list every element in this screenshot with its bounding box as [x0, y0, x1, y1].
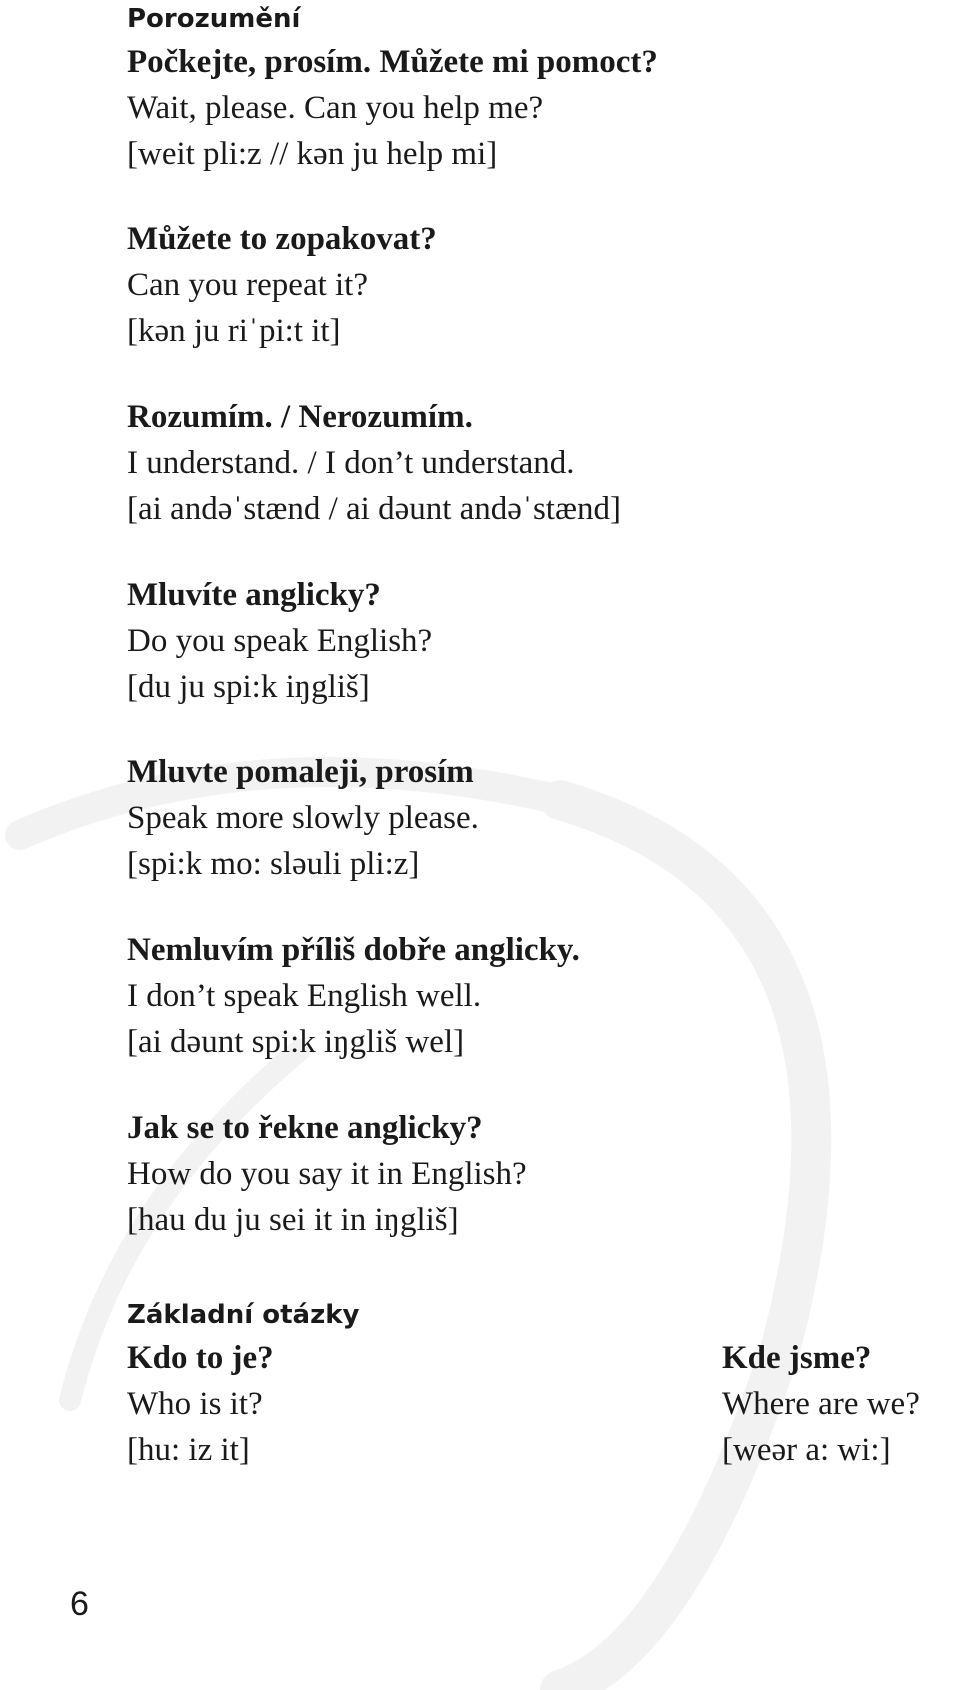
- pronunciation: [hu: iz it]: [127, 1432, 250, 1468]
- section-heading-basic-questions: Základní otázky: [127, 1300, 360, 1330]
- phrase-block: [127, 572, 432, 710]
- english-translation: Wait, please. Can you help me?: [127, 90, 544, 126]
- english-translation: Who is it?: [127, 1386, 263, 1422]
- english-translation: I understand. / I don’t understand.: [127, 445, 575, 481]
- pronunciation: [du ju spi:k iŋgliš]: [127, 669, 370, 705]
- czech-phrase: Počkejte, prosím. Můžete mi pomoct?: [127, 44, 658, 80]
- phrase-block: [127, 749, 479, 887]
- pronunciation: [weər a: wi:]: [722, 1432, 891, 1468]
- czech-phrase: Mluvte pomaleji, prosím: [127, 754, 474, 790]
- phrase-block: [127, 394, 621, 532]
- czech-phrase: Rozumím. / Nerozumím.: [127, 399, 473, 435]
- czech-phrase: Kdo to je?: [127, 1340, 274, 1376]
- pronunciation: [weit pli:z // kən ju help mi]: [127, 136, 498, 172]
- phrase-block: [127, 927, 580, 1065]
- question-block: [127, 1335, 274, 1473]
- english-translation: I don’t speak English well.: [127, 978, 482, 1014]
- czech-phrase: Jak se to řekne anglicky?: [127, 1110, 483, 1146]
- czech-phrase: Můžete to zopakovat?: [127, 221, 437, 257]
- phrase-block: [127, 216, 437, 354]
- phrase-block: [127, 1105, 527, 1243]
- pronunciation: [spi:k mo: sləuli pli:z]: [127, 846, 420, 882]
- english-translation: Where are we?: [722, 1386, 920, 1422]
- english-translation: Speak more slowly please.: [127, 800, 479, 836]
- english-translation: Can you repeat it?: [127, 267, 368, 303]
- czech-phrase: Kde jsme?: [722, 1340, 872, 1376]
- phrase-block: [127, 39, 658, 177]
- czech-phrase: Nemluvím příliš dobře anglicky.: [127, 932, 580, 968]
- section-heading-understanding: Porozumění: [127, 4, 301, 34]
- pronunciation: [hau du ju sei it in iŋgliš]: [127, 1202, 459, 1238]
- page-number: 6: [70, 1585, 89, 1623]
- english-translation: Do you speak English?: [127, 623, 433, 659]
- pronunciation: [kən ju riˈpi:t it]: [127, 313, 341, 349]
- english-translation: How do you say it in English?: [127, 1156, 527, 1192]
- pronunciation: [ai dəunt spi:k iŋgliš wel]: [127, 1024, 465, 1060]
- question-block: [722, 1335, 920, 1473]
- czech-phrase: Mluvíte anglicky?: [127, 577, 381, 613]
- pronunciation: [ai andəˈstænd / ai dəunt andəˈstænd]: [127, 491, 621, 527]
